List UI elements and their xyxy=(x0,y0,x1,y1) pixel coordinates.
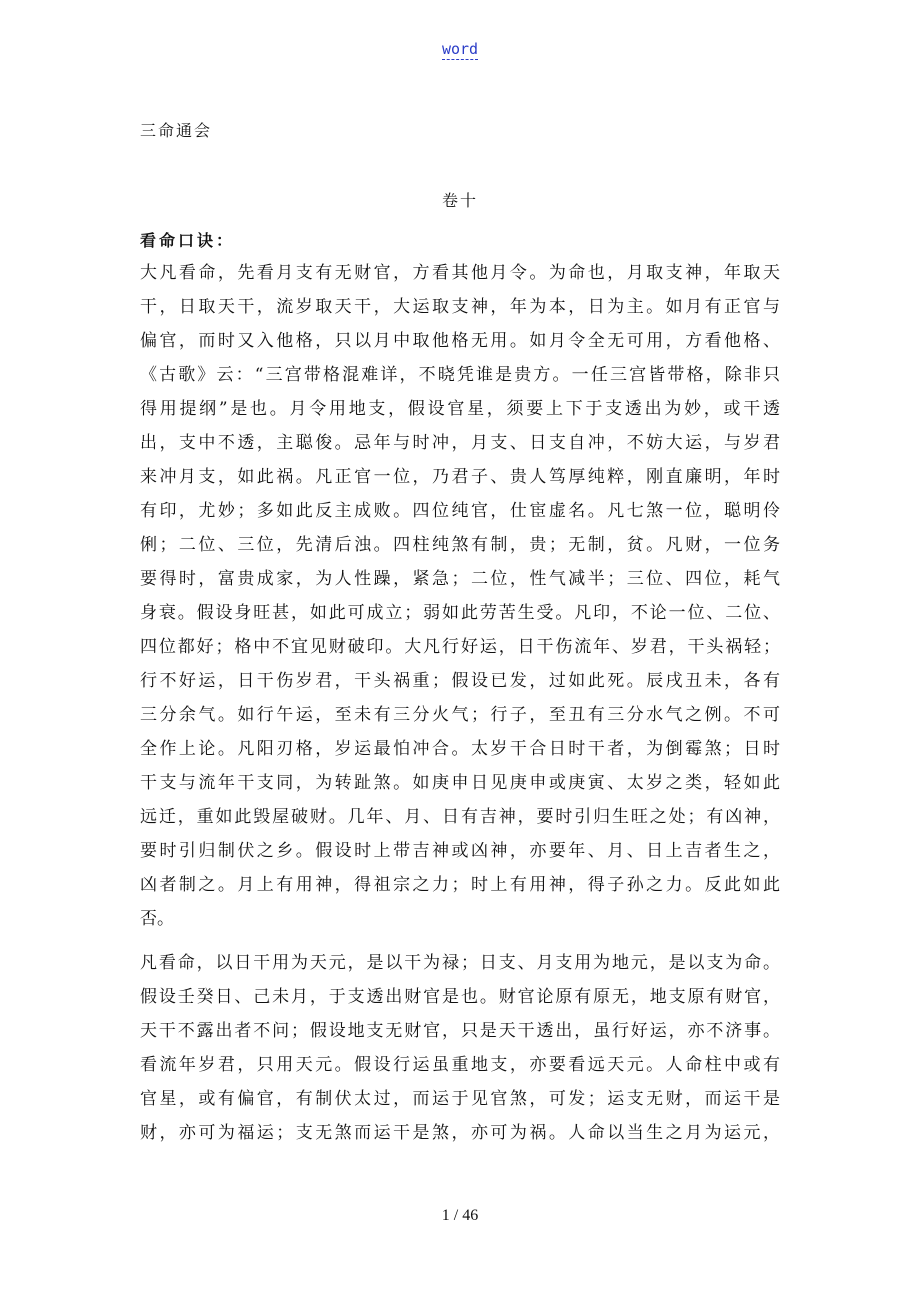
paragraph-1-line: 要得时，富贵成家，为人性躁，紧急；二位，性气减半；三位、四位，耗气 xyxy=(140,569,780,589)
paragraph-1-line: 《古歌》云：“三宫带格混难详，不晓凭谁是贵方。一任三宫皆带格，除非只 xyxy=(140,365,780,385)
paragraph-1-line: 身衰。假设身旺甚，如此可成立；弱如此劳苦生受。凡印，不论一位、二位、 xyxy=(140,603,780,623)
book-title: 三命通会 xyxy=(140,121,213,140)
page-number: 1 / 46 xyxy=(441,1207,479,1224)
paragraph-2-line: 财，亦可为福运；支无煞而运干是煞，亦可为祸。人命以当生之月为运元， xyxy=(140,1123,780,1143)
paragraph-1-line: 得用提纲”是也。月令用地支，假设官星，须要上下于支透出为妙，或干透 xyxy=(140,399,780,419)
paragraph-1-line: 有印，尤妙；多如此反主成败。四位纯官，仕宦虚名。凡七煞一位，聪明伶 xyxy=(140,501,780,521)
paragraph-2-line: 凡看命，以日干用为天元，是以干为禄；日支、月支用为地元，是以支为命。 xyxy=(140,953,780,973)
paragraph-1-line: 干支与流年干支同，为转趾煞。如庚申日见庚申或庚寅、太岁之类，轻如此 xyxy=(140,773,780,793)
paragraph-1-line: 否。 xyxy=(140,909,174,929)
paragraph-2-line: 天干不露出者不问；假设地支无财官，只是天干透出，虽行好运，亦不济事。 xyxy=(140,1021,780,1041)
paragraph-1-line: 干，日取天干，流岁取天干，大运取支神，年为本，日为主。如月有正官与 xyxy=(140,297,780,317)
paragraph-2-line: 假设壬癸日、己未月，于支透出财官是也。财官论原有原无，地支原有财官， xyxy=(140,987,780,1007)
paragraph-2-line: 看流年岁君，只用天元。假设行运虽重地支，亦要看远天元。人命柱中或有 xyxy=(140,1055,780,1075)
paragraph-1-line: 凶者制之。月上有用神，得祖宗之力；时上有用神，得子孙之力。反此如此 xyxy=(140,875,780,895)
paragraph-1-line: 四位都好；格中不宜见财破印。大凡行好运，日干伤流年、岁君，干头祸轻； xyxy=(140,637,780,657)
paragraph-1-line: 大凡看命，先看月支有无财官，方看其他月令。为命也，月取支神，年取天 xyxy=(140,263,780,283)
paragraph-1-line: 三分余气。如行午运，至未有三分火气；行子，至丑有三分水气之例。不可 xyxy=(140,705,780,725)
paragraph-1-line: 来冲月支，如此祸。凡正官一位，乃君子、贵人笃厚纯粹，刚直廉明，年时 xyxy=(140,467,780,487)
paragraph-1-line: 行不好运，日干伤岁君，干头祸重；假设已发，过如此死。辰戌丑未，各有 xyxy=(140,671,780,691)
volume-title: 卷十 xyxy=(441,191,478,210)
paragraph-1-line: 远迁，重如此毁屋破财。几年、月、日有吉神，要时引归生旺之处；有凶神， xyxy=(140,807,780,827)
header xyxy=(0,40,920,58)
paragraph-1-line: 全作上论。凡阳刃格，岁运最怕冲合。太岁干合日时干者，为倒霉煞；日时 xyxy=(140,739,780,759)
section-heading: 看命口诀： xyxy=(140,231,236,250)
paragraph-1-line: 偏官，而时又入他格，只以月中取他格无用。如月令全无可用，方看他格、 xyxy=(140,331,780,351)
word-link[interactable]: word xyxy=(441,40,479,58)
paragraph-2-line: 官星，或有偏官，有制伏太过，而运于见官煞，可发；运支无财，而运干是 xyxy=(140,1089,780,1109)
paragraph-1-line: 俐；二位、三位，先清后浊。四柱纯煞有制，贵；无制，贫。凡财，一位务 xyxy=(140,535,780,555)
paragraph-1-line: 出，支中不透，主聪俊。忌年与时冲，月支、日支自冲，不妨大运，与岁君 xyxy=(140,433,780,453)
paragraph-1-line: 要时引归制伏之乡。假设时上带吉神或凶神，亦要年、月、日上吉者生之， xyxy=(140,841,780,861)
